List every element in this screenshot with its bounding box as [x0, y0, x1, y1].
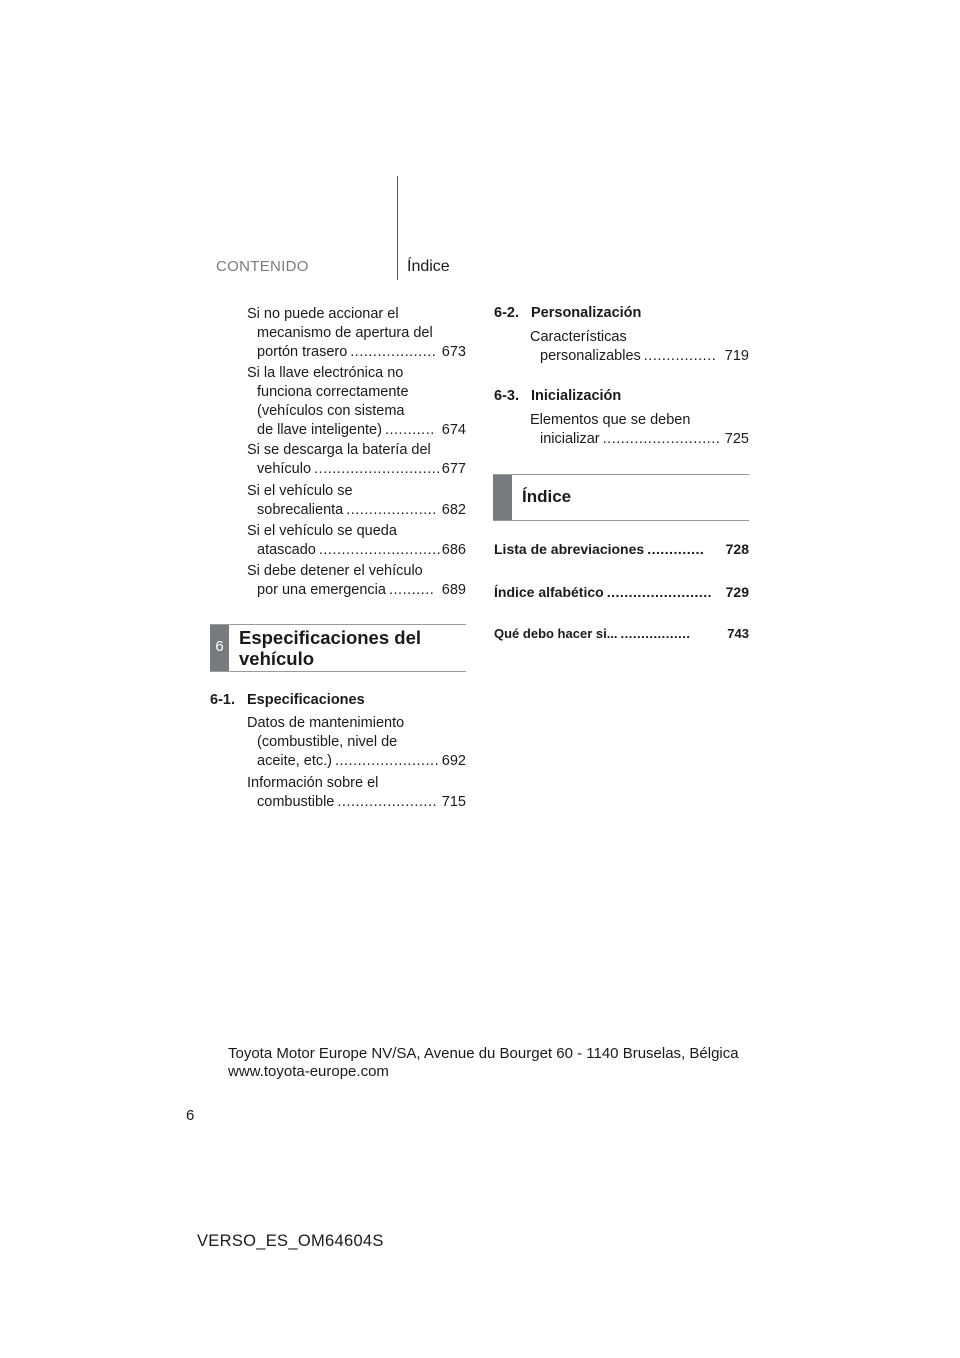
leader-dots: ........................ — [606, 584, 713, 600]
index-entry[interactable] — [494, 584, 749, 600]
toc-entry[interactable] — [247, 364, 466, 440]
page-ref: 729 — [725, 584, 749, 600]
toc-entry[interactable] — [247, 714, 466, 771]
toc-entry-line: Características — [530, 329, 627, 345]
index-entry[interactable] — [494, 626, 749, 641]
page-ref: 715 — [441, 794, 466, 810]
page-ref: 674 — [441, 422, 466, 438]
index-entry-text: Índice alfabético — [494, 584, 604, 600]
toc-entry-text: de llave inteligente) — [257, 422, 382, 438]
leader-dots: ........... — [384, 422, 435, 438]
toc-entry-text: combustible — [257, 794, 335, 810]
index-heading-title: Índice — [522, 487, 572, 506]
section-title-line1: Especificaciones del — [239, 627, 422, 648]
publisher-footer — [228, 1045, 739, 1081]
document-code: VERSO_ES_OM64604S — [197, 1232, 384, 1250]
page-ref: 677 — [441, 461, 466, 477]
page-number: 6 — [186, 1107, 195, 1124]
subsection-title: Personalización — [531, 305, 642, 321]
leader-dots: .......................... — [602, 431, 721, 447]
page-ref: 686 — [441, 542, 466, 558]
header-divider — [397, 176, 398, 280]
toc-entry-line: Información sobre el — [247, 775, 379, 791]
subsection-title: Especificaciones — [247, 692, 365, 708]
index-entry[interactable] — [494, 541, 749, 557]
subsection-heading[interactable] — [494, 305, 641, 321]
leader-dots: ............................ — [314, 461, 441, 477]
toc-entry[interactable] — [247, 774, 466, 812]
publisher-website[interactable]: www.toyota-europe.com — [228, 1063, 389, 1080]
section-title-line2: vehículo — [239, 648, 315, 669]
page-ref: 692 — [441, 753, 466, 769]
subsection-number: 6-1. — [210, 692, 235, 708]
toc-entry-line: Si la llave electrónica no — [247, 365, 404, 381]
leader-dots: ...................... — [337, 794, 438, 810]
index-heading-box[interactable] — [493, 474, 749, 521]
page-ref: 673 — [441, 344, 466, 360]
toc-entry-text: sobrecalienta — [257, 502, 344, 518]
toc-entry[interactable] — [247, 522, 466, 560]
header-index-label: Índice — [407, 258, 450, 275]
toc-entry-text: aceite, etc.) — [257, 753, 332, 769]
toc-entry-line: (vehículos con sistema — [257, 403, 405, 419]
toc-entry-line: Si se descarga la batería del — [247, 442, 431, 458]
toc-entry-text: personalizables — [540, 348, 641, 364]
leader-dots: .................... — [346, 502, 437, 518]
toc-entry-line: Si el vehículo se — [247, 483, 353, 499]
subsection-title: Inicialización — [531, 388, 622, 404]
toc-entry-text: inicializar — [540, 431, 600, 447]
leader-dots: .......... — [388, 582, 435, 598]
subsection-heading[interactable] — [210, 692, 365, 708]
toc-entry[interactable] — [530, 411, 749, 449]
toc-entry-line: mecanismo de apertura del — [257, 325, 433, 341]
toc-entry[interactable] — [247, 305, 466, 362]
toc-entry-line: Si no puede accionar el — [247, 306, 399, 322]
toc-entry-line: Si debe detener el vehículo — [247, 563, 423, 579]
header-contents-label: CONTENIDO — [216, 258, 309, 275]
toc-entry[interactable] — [247, 441, 466, 479]
toc-entry-text: por una emergencia — [257, 582, 386, 598]
section-number: 6 — [215, 638, 224, 655]
page-ref: 725 — [724, 431, 749, 447]
leader-dots: ............. — [647, 541, 705, 557]
section-tab — [493, 475, 512, 520]
toc-entry-text: portón trasero — [257, 344, 348, 360]
leader-dots: ................. — [620, 626, 691, 641]
subsection-heading[interactable] — [494, 388, 621, 404]
leader-dots: ................ — [643, 348, 717, 364]
page-ref: 682 — [441, 502, 466, 518]
section-heading-box[interactable] — [210, 624, 466, 672]
page-ref: 719 — [724, 348, 749, 364]
index-entry-text: Lista de abreviaciones — [494, 541, 645, 557]
subsection-number: 6-3. — [494, 388, 519, 404]
toc-entry-text: vehículo — [257, 461, 312, 477]
toc-entry-line: Si el vehículo se queda — [247, 523, 397, 539]
toc-entry-line: Elementos que se deben — [530, 412, 691, 428]
toc-entry[interactable] — [247, 562, 466, 600]
publisher-address: Toyota Motor Europe NV/SA, Avenue du Bourget 60 - 1140 Bruselas, Bélgica — [228, 1045, 739, 1062]
toc-entry-line: Datos de mantenimiento — [247, 715, 405, 731]
index-entry-text: Qué debo hacer si... — [494, 626, 618, 641]
leader-dots: ................... — [350, 344, 437, 360]
toc-entry-text: atascado — [257, 542, 316, 558]
toc-entry[interactable] — [530, 328, 749, 366]
subsection-number: 6-2. — [494, 305, 519, 321]
page-ref: 743 — [727, 626, 749, 641]
leader-dots: ........................... — [318, 542, 442, 558]
page-ref: 689 — [441, 582, 466, 598]
toc-entry[interactable] — [247, 482, 466, 520]
toc-entry-line: funciona correctamente — [257, 384, 409, 400]
toc-entry-line: (combustible, nivel de — [257, 734, 398, 750]
leader-dots: ....................... — [334, 753, 440, 769]
page-ref: 728 — [725, 541, 749, 557]
